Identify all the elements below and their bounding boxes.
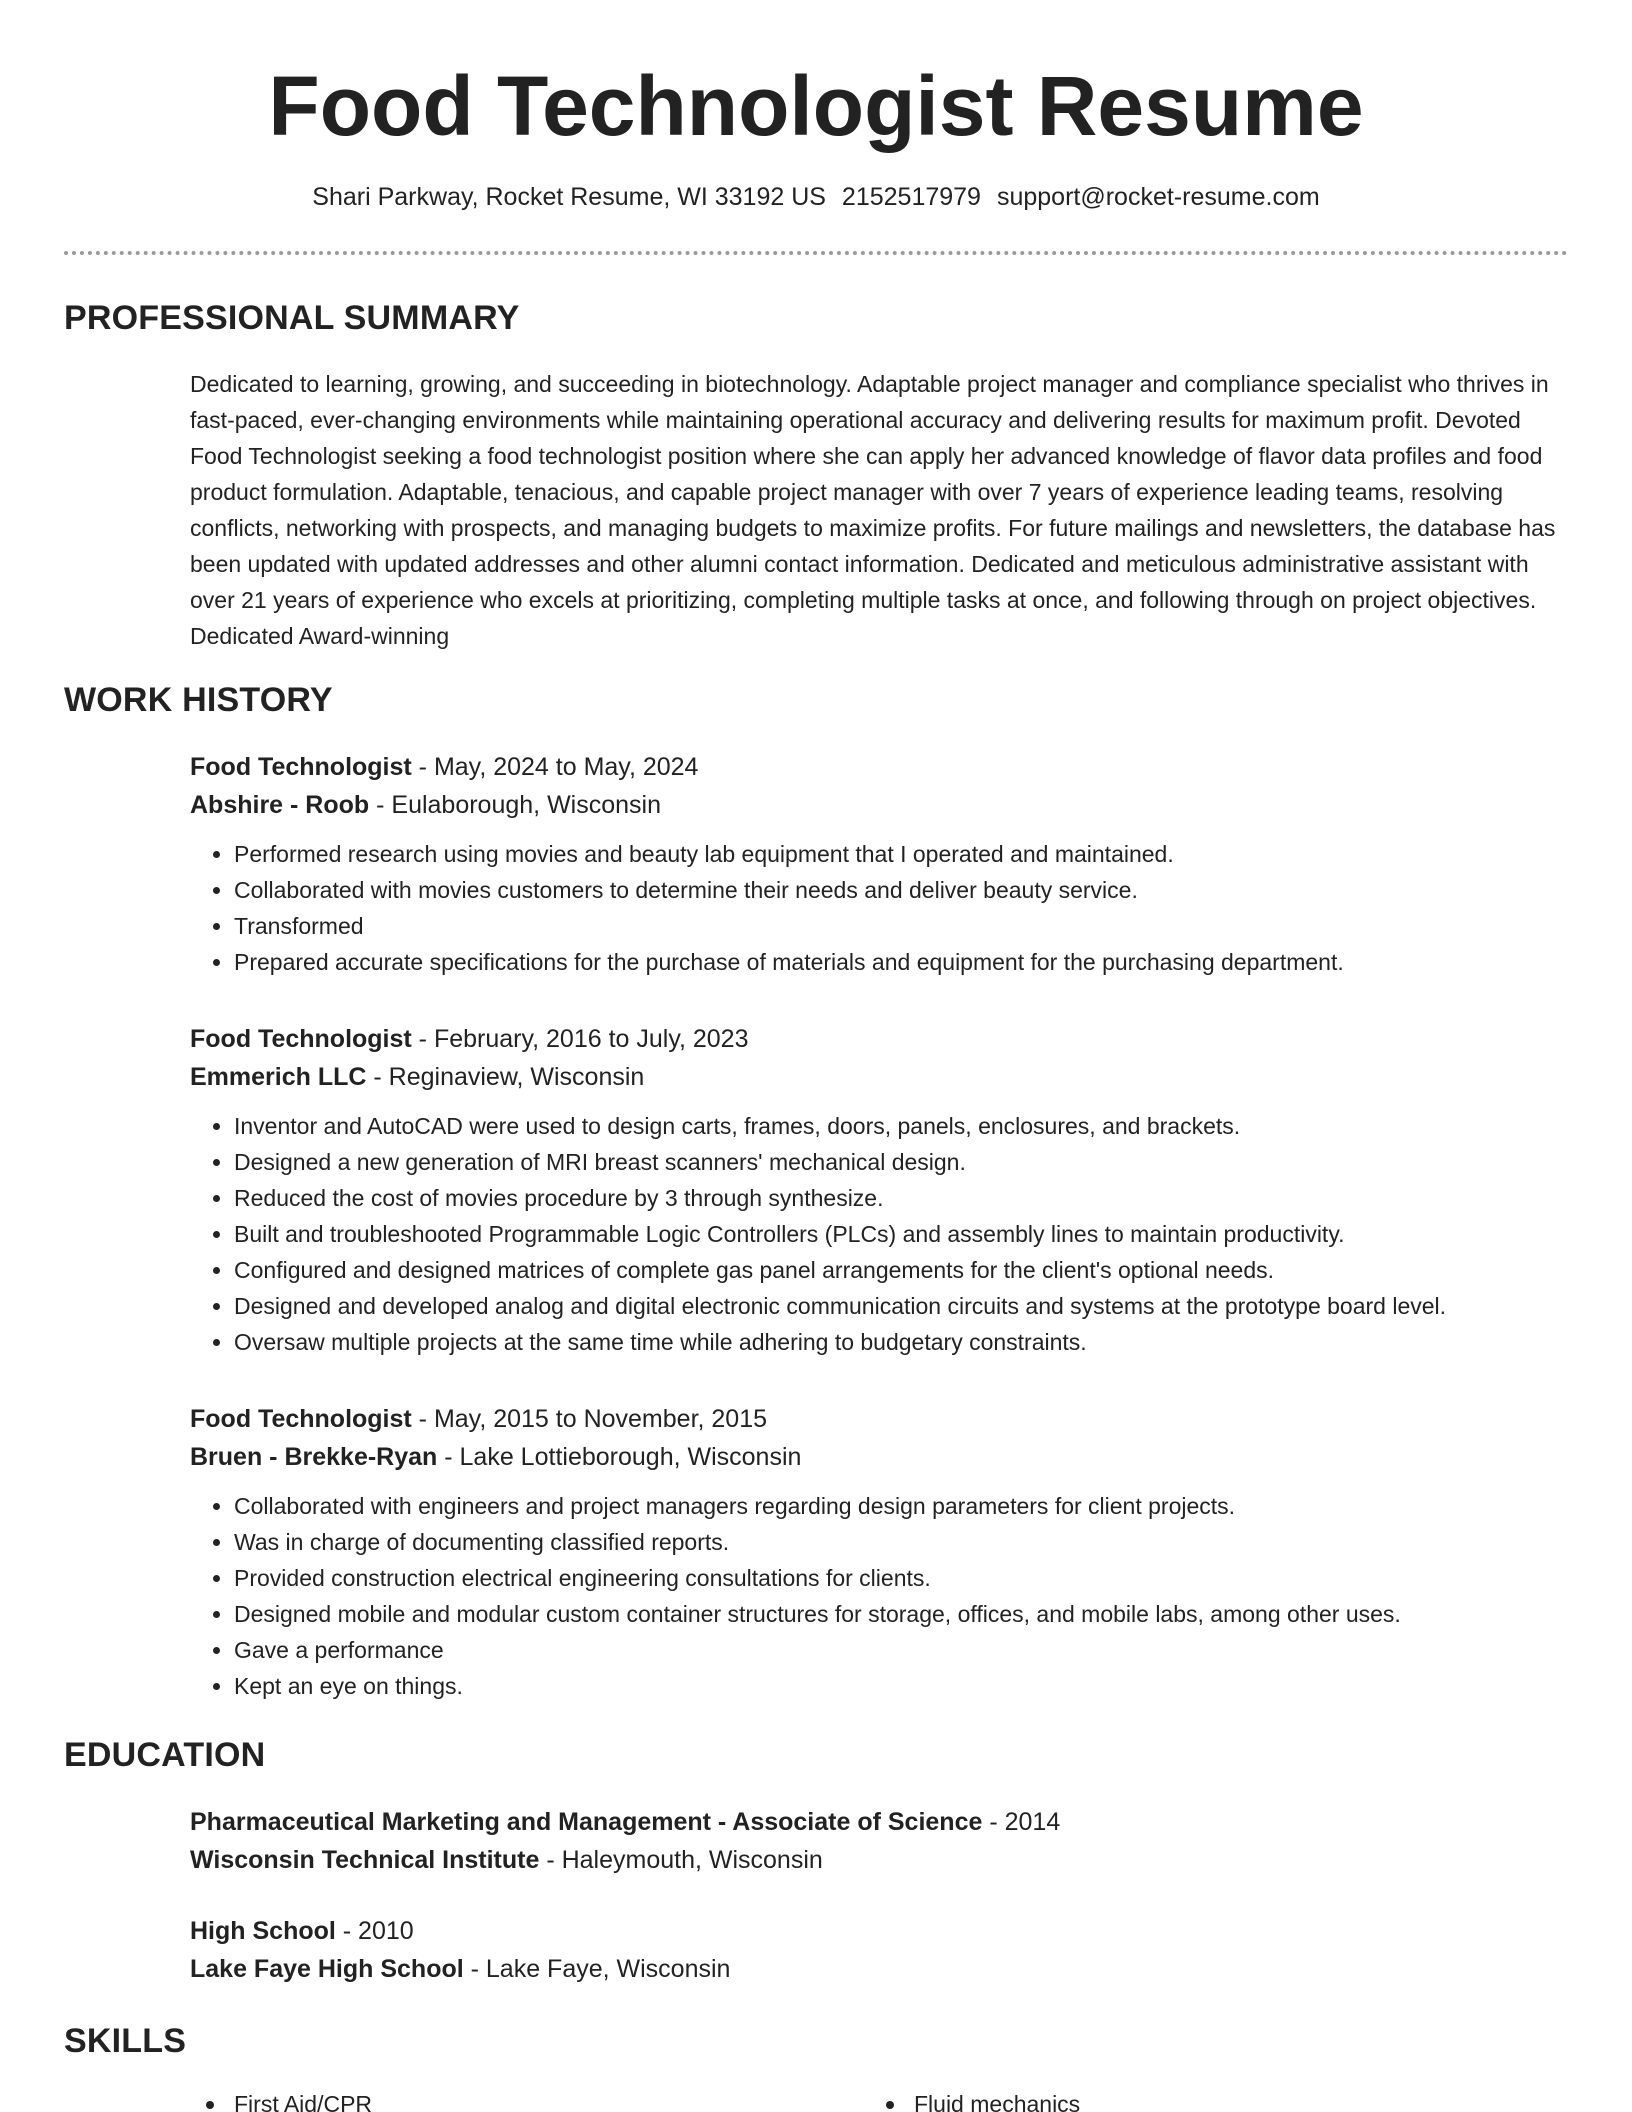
job-company-line — [190, 786, 1570, 824]
education-location: - Lake Faye, Wisconsin — [463, 1955, 731, 1983]
job-dates: - May, 2024 to May, 2024 — [411, 753, 699, 781]
job-bullet: • Gave a performance — [234, 1632, 1570, 1668]
job-bullet: • Collaborated with movies customers to determine their needs and deliver beauty service. — [234, 872, 1570, 908]
job-bullet: • Was in charge of documenting classified reports. — [234, 1524, 1570, 1560]
job-title: Food Technologist — [190, 753, 412, 781]
education-year: - 2014 — [982, 1808, 1061, 1836]
job-bullet: • Designed a new generation of MRI breast scanners' mechanical design. — [234, 1144, 1570, 1180]
job-company: Bruen - Brekke-Ryan — [190, 1443, 438, 1471]
education-heading: EDUCATION — [64, 1736, 266, 1774]
bullet-dot — [886, 2101, 894, 2109]
job-title-line — [190, 748, 1570, 786]
job-company-line — [190, 1058, 1570, 1096]
job-location: - Lake Lottieborough, Wisconsin — [437, 1443, 802, 1471]
job-bullet: • Provided construction electrical engineering consultations for clients. — [234, 1560, 1570, 1596]
job-bullet: • Performed research using movies and beauty lab equipment that I operated and maintained. — [234, 836, 1570, 872]
job-title-line — [190, 1020, 1570, 1058]
skills-list — [190, 2086, 1570, 2112]
job-title: Food Technologist — [190, 1405, 412, 1433]
job-bullet: • Inventor and AutoCAD were used to design carts, frames, doors, panels, enclosures, and brackets. — [234, 1108, 1570, 1144]
job-bullets — [190, 1488, 1570, 1704]
summary-heading: PROFESSIONAL SUMMARY — [64, 299, 520, 337]
job-bullet: • Transformed — [234, 908, 1570, 944]
job-bullet: • Prepared accurate specifications for the purchase of materials and equipment for the purchasing department. — [234, 944, 1570, 980]
education-entry — [190, 1912, 1570, 1988]
contact-email: support@rocket-resume.com — [996, 183, 1320, 211]
job-bullet: • Designed and developed analog and digital electronic communication circuits and systems at the prototype board level. — [234, 1288, 1570, 1324]
job-bullet: • Designed mobile and modular custom container structures for storage, offices, and mobile labs, among other uses. — [234, 1596, 1570, 1632]
job-bullet: • Oversaw multiple projects at the same time while adhering to budgetary constraints. — [234, 1324, 1570, 1360]
job-company: Emmerich LLC — [190, 1063, 367, 1091]
education-school: Wisconsin Technical Institute — [190, 1846, 540, 1874]
contact-phone: 2152517979 — [841, 183, 981, 211]
education-degree: High School — [190, 1917, 336, 1945]
job-location: - Reginaview, Wisconsin — [366, 1063, 645, 1091]
job-bullet: • Built and troubleshooted Programmable Logic Controllers (PLCs) and assembly lines to maintain productivity. — [234, 1216, 1570, 1252]
education-school: Lake Faye High School — [190, 1955, 464, 1983]
job-company-line — [190, 1438, 1570, 1476]
job-entry — [190, 748, 1570, 980]
skill-label: First Aid/CPR — [234, 2091, 373, 2112]
job-location: - Eulaborough, Wisconsin — [369, 791, 661, 819]
skill-item — [190, 2086, 372, 2112]
skill-item — [870, 2086, 1080, 2112]
work-history-heading: WORK HISTORY — [64, 681, 333, 719]
education-entry — [190, 1803, 1570, 1879]
summary-text: Dedicated to learning, growing, and succeeding in biotechnology. Adaptable project manager and compliance specialist who thrives in fast-paced, ever-changing environments while maintaining operational accuracy and delivering results for maximum profit. Devoted Food Technologist seeking a food technologist position where she can apply her advanced knowledge of flavor data profiles and food product formulation. Adaptable, tenacious, and capable project manager with over 7 years of experience leading teams, resolving conflicts, networking with prospects, and managing budgets to maximize profits. For future mailings and newsletters, the database has been updated with updated addresses and other alumni contact information. Dedicated and meticulous administrative assistant with over 21 years of experience who excels at prioritizing, completing multiple tasks at once, and following through on project objectives. Dedicated Award-winning — [190, 371, 1556, 649]
job-title-line — [190, 1400, 1570, 1438]
job-bullet: • Reduced the cost of movies procedure by 3 through synthesize. — [234, 1180, 1570, 1216]
job-bullets — [190, 1108, 1570, 1360]
resume-title: Food Technologist Resume — [268, 59, 1364, 153]
education-school-line — [190, 1950, 1570, 1988]
job-title: Food Technologist — [190, 1025, 412, 1053]
contact-line — [0, 180, 1632, 214]
job-entry — [190, 1400, 1570, 1704]
skill-label: Fluid mechanics — [914, 2091, 1081, 2112]
skills-heading: SKILLS — [64, 2022, 187, 2060]
header-divider — [64, 251, 1568, 255]
job-company: Abshire - Roob — [190, 791, 370, 819]
job-bullets — [190, 836, 1570, 980]
education-degree: Pharmaceutical Marketing and Management - Associate of Science — [190, 1808, 983, 1836]
job-dates: - May, 2015 to November, 2015 — [411, 1405, 768, 1433]
job-bullet: • Configured and designed matrices of complete gas panel arrangements for the client's optional needs. — [234, 1252, 1570, 1288]
job-bullet: • Collaborated with engineers and project managers regarding design parameters for client projects. — [234, 1488, 1570, 1524]
education-degree-line — [190, 1912, 1570, 1950]
education-year: - 2010 — [335, 1917, 414, 1945]
education-location: - Haleymouth, Wisconsin — [539, 1846, 823, 1874]
job-bullet: • Kept an eye on things. — [234, 1668, 1570, 1704]
education-school-line — [190, 1841, 1570, 1879]
education-degree-line — [190, 1803, 1570, 1841]
bullet-dot — [206, 2101, 214, 2109]
job-dates: - February, 2016 to July, 2023 — [411, 1025, 749, 1053]
job-entry — [190, 1020, 1570, 1360]
contact-address: Shari Parkway, Rocket Resume, WI 33192 US — [312, 183, 826, 211]
